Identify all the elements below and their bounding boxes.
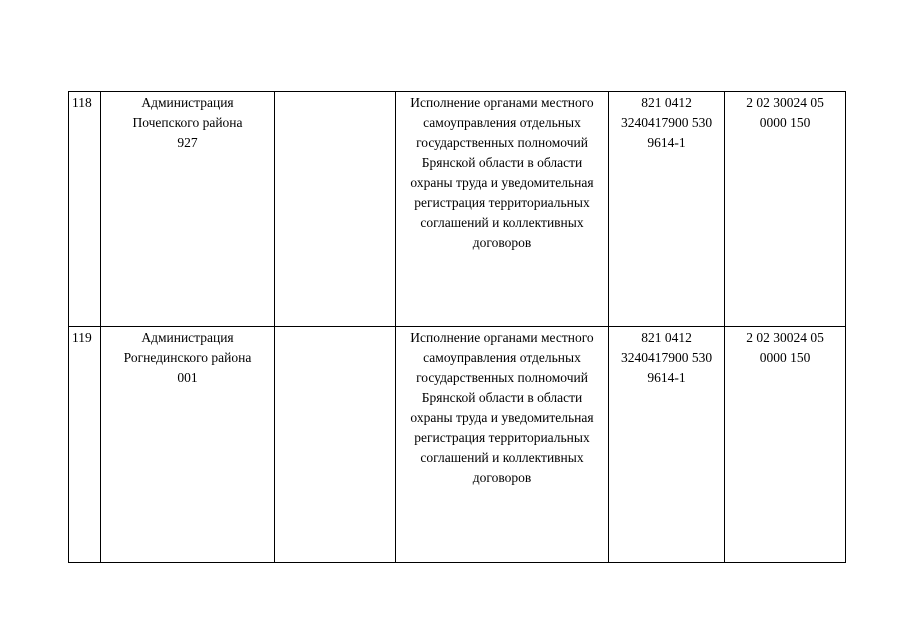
description-line: Исполнение органами местного bbox=[410, 330, 594, 345]
empty-cell bbox=[275, 92, 396, 327]
administration-cell bbox=[101, 92, 275, 327]
row-number-cell bbox=[69, 327, 101, 563]
description-line: договоров bbox=[472, 235, 532, 250]
description-line: самоуправления отдельных bbox=[423, 350, 581, 365]
administration-line: 001 bbox=[177, 370, 198, 385]
revenue-code-line: 0000 150 bbox=[759, 350, 811, 365]
row-number-cell bbox=[69, 92, 101, 327]
budget-code-line: 9614-1 bbox=[647, 135, 686, 150]
description-cell bbox=[396, 92, 609, 327]
description-line: договоров bbox=[472, 470, 532, 485]
administration-line: Почепского района bbox=[132, 115, 243, 130]
budget-code-line: 3240417900 530 bbox=[620, 115, 713, 130]
revenue-code-cell bbox=[725, 327, 846, 563]
description-line: государственных полномочий bbox=[416, 370, 588, 385]
description-line: регистрация территориальных bbox=[414, 430, 590, 445]
budget-code-cell bbox=[609, 327, 725, 563]
description-line: государственных полномочий bbox=[416, 135, 588, 150]
table-row bbox=[69, 92, 846, 327]
administration-cell bbox=[101, 327, 275, 563]
administration-line: 927 bbox=[177, 135, 198, 150]
description-cell bbox=[396, 327, 609, 563]
description-line: соглашений и коллективных bbox=[420, 215, 584, 230]
budget-code-line: 3240417900 530 bbox=[620, 350, 713, 365]
empty-cell bbox=[275, 327, 396, 563]
row-number: 119 bbox=[72, 330, 92, 345]
description-line: Брянской области в области bbox=[421, 390, 583, 405]
row-number: 118 bbox=[72, 95, 92, 110]
description-line: охраны труда и уведомительная bbox=[410, 175, 594, 190]
budget-code-cell bbox=[609, 92, 725, 327]
description-line: охраны труда и уведомительная bbox=[410, 410, 594, 425]
administration-line: Администрация bbox=[141, 330, 234, 345]
revenue-code-cell bbox=[725, 92, 846, 327]
administration-line: Рогнединского района bbox=[123, 350, 252, 365]
budget-code-line: 821 0412 bbox=[641, 95, 692, 110]
table-row bbox=[69, 327, 846, 563]
document-table bbox=[68, 91, 846, 563]
description-line: Брянской области в области bbox=[421, 155, 583, 170]
revenue-code-line: 0000 150 bbox=[759, 115, 811, 130]
budget-code-line: 821 0412 bbox=[641, 330, 692, 345]
description-line: Исполнение органами местного bbox=[410, 95, 594, 110]
administration-line: Администрация bbox=[141, 95, 234, 110]
budget-code-line: 9614-1 bbox=[647, 370, 686, 385]
description-line: самоуправления отдельных bbox=[423, 115, 581, 130]
description-line: регистрация территориальных bbox=[414, 195, 590, 210]
description-line: соглашений и коллективных bbox=[420, 450, 584, 465]
revenue-code-line: 2 02 30024 05 bbox=[746, 95, 824, 110]
revenue-code-line: 2 02 30024 05 bbox=[746, 330, 824, 345]
